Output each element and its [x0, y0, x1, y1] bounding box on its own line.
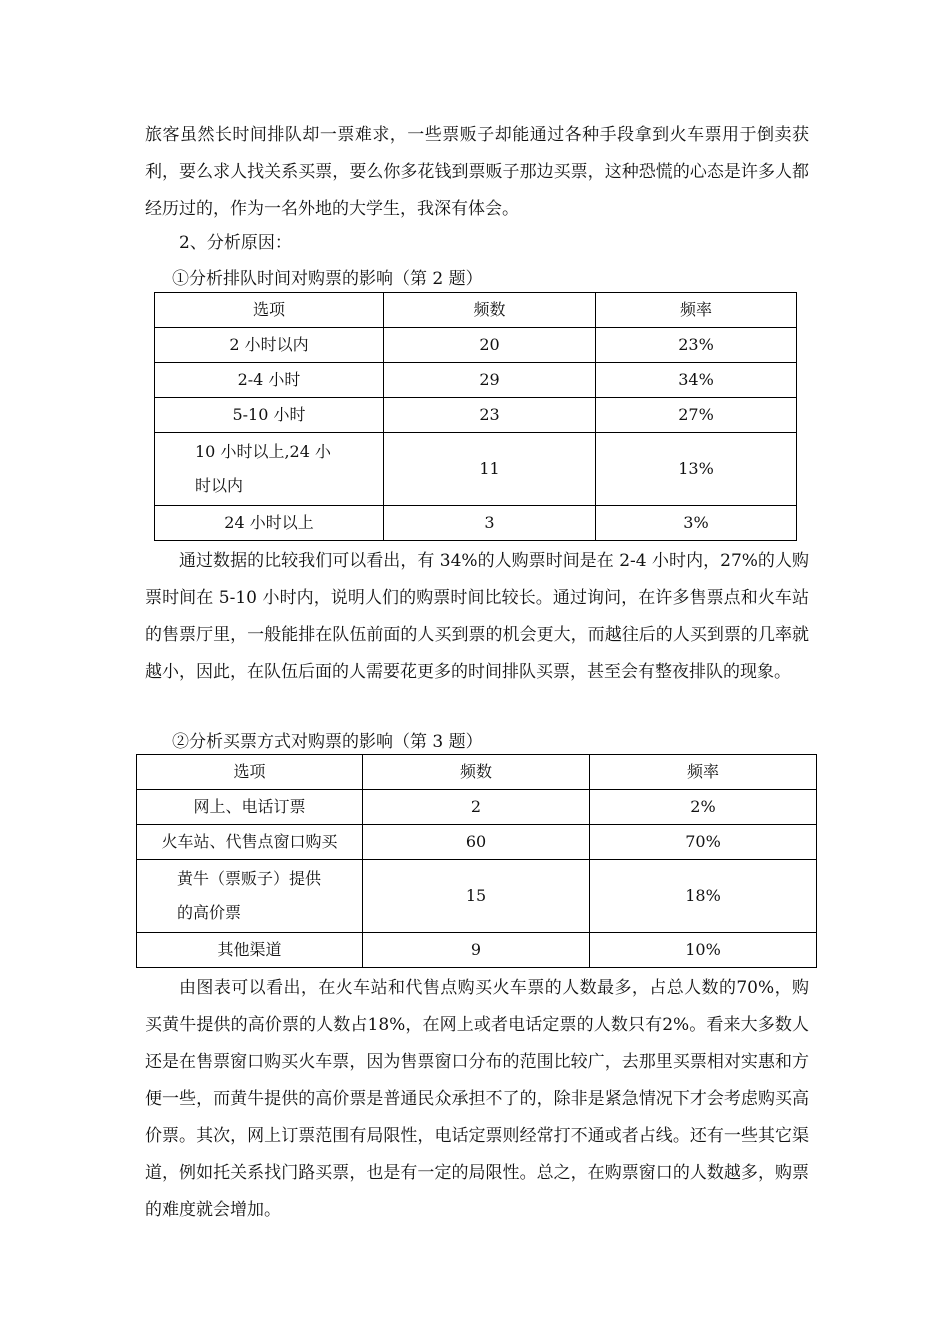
header-rate: 频率: [596, 293, 797, 328]
cell-rate: 18%: [590, 860, 817, 933]
cell-rate: 34%: [596, 363, 797, 398]
header-option: 选项: [155, 293, 384, 328]
cell-rate: 3%: [596, 506, 797, 541]
purchase-method-table: [136, 754, 817, 968]
table1-caption: ①分析排队时间对购票的影响（第 2 题）: [172, 269, 483, 289]
cell-count: 3: [384, 506, 596, 541]
cell-option: 24 小时以上: [155, 506, 384, 541]
cell-count: 15: [363, 860, 590, 933]
cell-count: 23: [384, 398, 596, 433]
table-row: [137, 790, 817, 825]
intro-paragraph: 旅客虽然长时间排队却一票难求，一些票贩子却能通过各种手段拿到火车票用于倒卖获利，要么求人找关系买票，要么你多花钱到票贩子那边买票，这种恐慌的心态是许多人都经历过的，作为一名外地的大学生，我深有体会。: [145, 125, 809, 219]
cell-option: 其他渠道: [137, 933, 363, 968]
table-row: [155, 363, 797, 398]
cell-rate: 2%: [590, 790, 817, 825]
table-row: [155, 506, 797, 541]
cell-rate: 13%: [596, 433, 797, 506]
header-option: 选项: [137, 755, 363, 790]
table2-caption: ②分析买票方式对购票的影响（第 3 题）: [172, 732, 483, 752]
cell-count: 9: [363, 933, 590, 968]
analysis-paragraph-1: 通过数据的比较我们可以看出，有 34%的人购票时间是在 2-4 小时内，27%的人购票时间在 5-10 小时内，说明人们的购票时间比较长。通过询问，在许多售票点和火车站的售票厅里，一般能排在队伍前面的人买到票的机会更大，而越往后的人买到票的几率就越小，因此，在队伍后面的人需要花更多的时间排队买票，甚至会有整夜排队的现象。: [145, 551, 809, 682]
cell-option: 10 小时以上,24 小时以内: [155, 433, 384, 506]
header-count: 频数: [363, 755, 590, 790]
cell-rate: 23%: [596, 328, 797, 363]
table-row: [137, 860, 817, 933]
table-row: [155, 433, 797, 506]
queue-time-table: [154, 292, 797, 541]
table-header-row: [137, 755, 817, 790]
cell-count: 11: [384, 433, 596, 506]
header-count: 频数: [384, 293, 596, 328]
cell-option: 黄牛（票贩子）提供的高价票: [137, 860, 363, 933]
cell-rate: 10%: [590, 933, 817, 968]
table-row: [155, 328, 797, 363]
cell-rate: 27%: [596, 398, 797, 433]
cell-rate: 70%: [590, 825, 817, 860]
cell-option: 2 小时以内: [155, 328, 384, 363]
cell-count: 2: [363, 790, 590, 825]
table-row: [137, 933, 817, 968]
cell-option: 2-4 小时: [155, 363, 384, 398]
cell-count: 60: [363, 825, 590, 860]
cell-option: 火车站、代售点窗口购买: [137, 825, 363, 860]
cell-count: 20: [384, 328, 596, 363]
cell-count: 29: [384, 363, 596, 398]
cell-option: 网上、电话订票: [137, 790, 363, 825]
table-header-row: [155, 293, 797, 328]
analysis-paragraph-2: 由图表可以看出，在火车站和代售点购买火车票的人数最多，占总人数的70%，购买黄牛提供的高价票的人数占18%，在网上或者电话定票的人数只有2%。看来大多数人还是在售票窗口购买火车票，因为售票窗口分布的范围比较广，去那里买票相对实惠和方便一些，而黄牛提供的高价票是普通民众承担不了的，除非是紧急情况下才会考虑购买高价票。其次，网上订票范围有局限性，电话定票则经常打不通或者占线。还有一些其它渠道，例如托关系找门路买票，也是有一定的局限性。总之，在购票窗口的人数越多，购票的难度就会增加。: [145, 978, 809, 1220]
section-heading: 2、分析原因：: [179, 233, 292, 253]
table-row: [155, 398, 797, 433]
table-row: [137, 825, 817, 860]
cell-option: 5-10 小时: [155, 398, 384, 433]
header-rate: 频率: [590, 755, 817, 790]
